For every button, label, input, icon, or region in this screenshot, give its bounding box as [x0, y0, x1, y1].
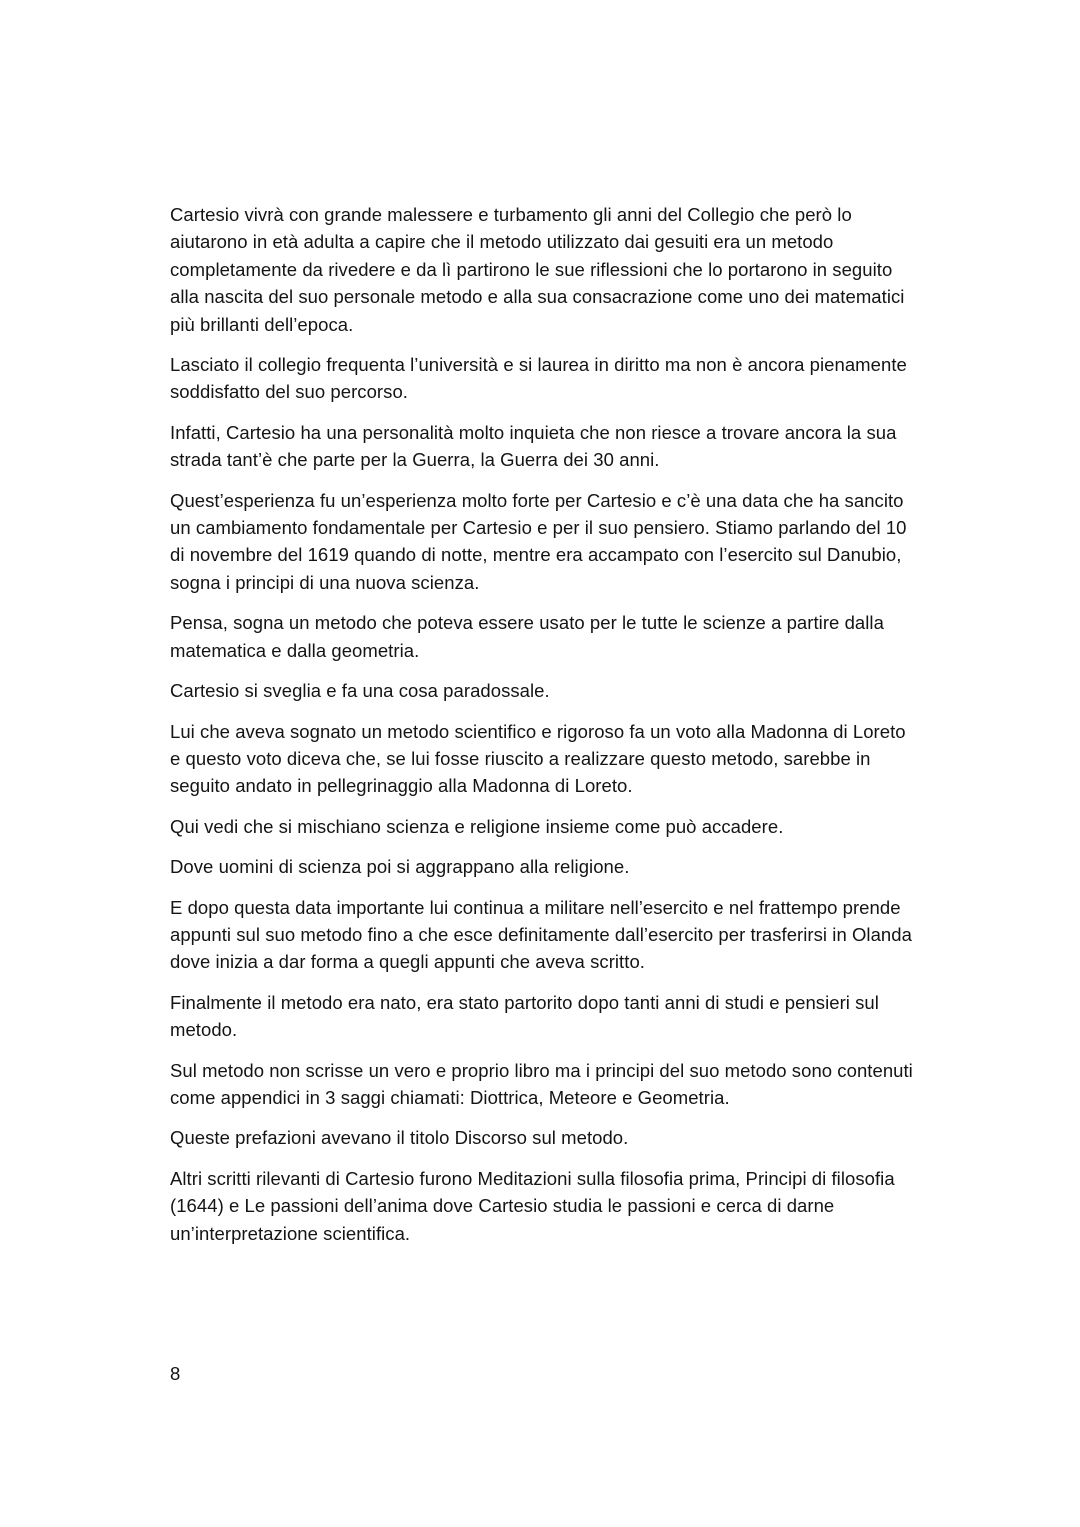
paragraph: Sul metodo non scrisse un vero e proprio libro ma i principi del suo metodo sono contenuti come appendici in 3 saggi chiamati: Diottrica, Meteore e Geometria.: [170, 1059, 913, 1108]
paragraph: Finalmente il metodo era nato, era stato partorito dopo tanti anni di studi e pensieri sul metodo.: [170, 991, 879, 1041]
document-body: [170, 201, 915, 1260]
paragraph: Cartesio vivrà con grande malessere e turbamento gli anni del Collegio che però lo aiutarono in età adulta a capire che il metodo utilizzato dai gesuiti era un metodo completamente da rivedere e da lì partirono le sue riflessioni che lo portarono in seguito alla nascita del suo personale metodo e alla sua consacrazione come uno dei matematici più brillanti dell’epoca.: [170, 204, 905, 335]
paragraph: Lasciato il collegio frequenta l’università e si laurea in diritto ma non è ancora pienamente soddisfatto del suo percorso.: [170, 354, 907, 403]
paragraph: Pensa, sogna un metodo che poteva essere usato per le tutte le scienze a partire dalla matematica e dalla geometria.: [170, 612, 884, 661]
paragraph: Quest’esperienza fu un’esperienza molto forte per Cartesio e c’è una data che ha sancito un cambiamento fondamentale per Cartesio e per il suo pensiero. Stiamo parlando del 10 di novembre del 1619 quando di notte, mentre era accampato con l’esercito sul Danubio, sogna i principi di una nuova scienza.: [170, 489, 907, 593]
paragraph: Qui vedi che si mischiano scienza e religione insieme come può accadere.: [170, 815, 784, 837]
paragraph: Altri scritti rilevanti di Cartesio furono Meditazioni sulla filosofia prima, Principi di filosofia (1644) e Le passioni dell’anima dove Cartesio studia le passioni e cerca di darne un’interpretazione scientifica.: [170, 1167, 895, 1244]
paragraph: Dove uomini di scienza poi si aggrappano alla religione.: [170, 856, 630, 878]
paragraph: Infatti, Cartesio ha una personalità molto inquieta che non riesce a trovare ancora la sua strada tant’è che parte per la Guerra, la Guerra dei 30 anni.: [170, 421, 897, 471]
paragraph: Cartesio si sveglia e fa una cosa paradossale.: [170, 680, 550, 702]
paragraph: Queste prefazioni avevano il titolo Discorso sul metodo.: [170, 1127, 629, 1149]
paragraph: Lui che aveva sognato un metodo scientifico e rigoroso fa un voto alla Madonna di Loreto e questo voto diceva che, se lui fosse riuscito a realizzare questo metodo, sarebbe in seguito andato in pellegrinaggio alla Madonna di Loreto.: [170, 720, 906, 797]
paragraph: E dopo questa data importante lui continua a militare nell’esercito e nel frattempo prende appunti sul suo metodo fino a che esce definitamente dall’esercito per trasferirsi in Olanda dove inizia a dar forma a quegli appunti che aveva scritto.: [170, 896, 912, 973]
page-number: 8: [170, 1363, 181, 1384]
